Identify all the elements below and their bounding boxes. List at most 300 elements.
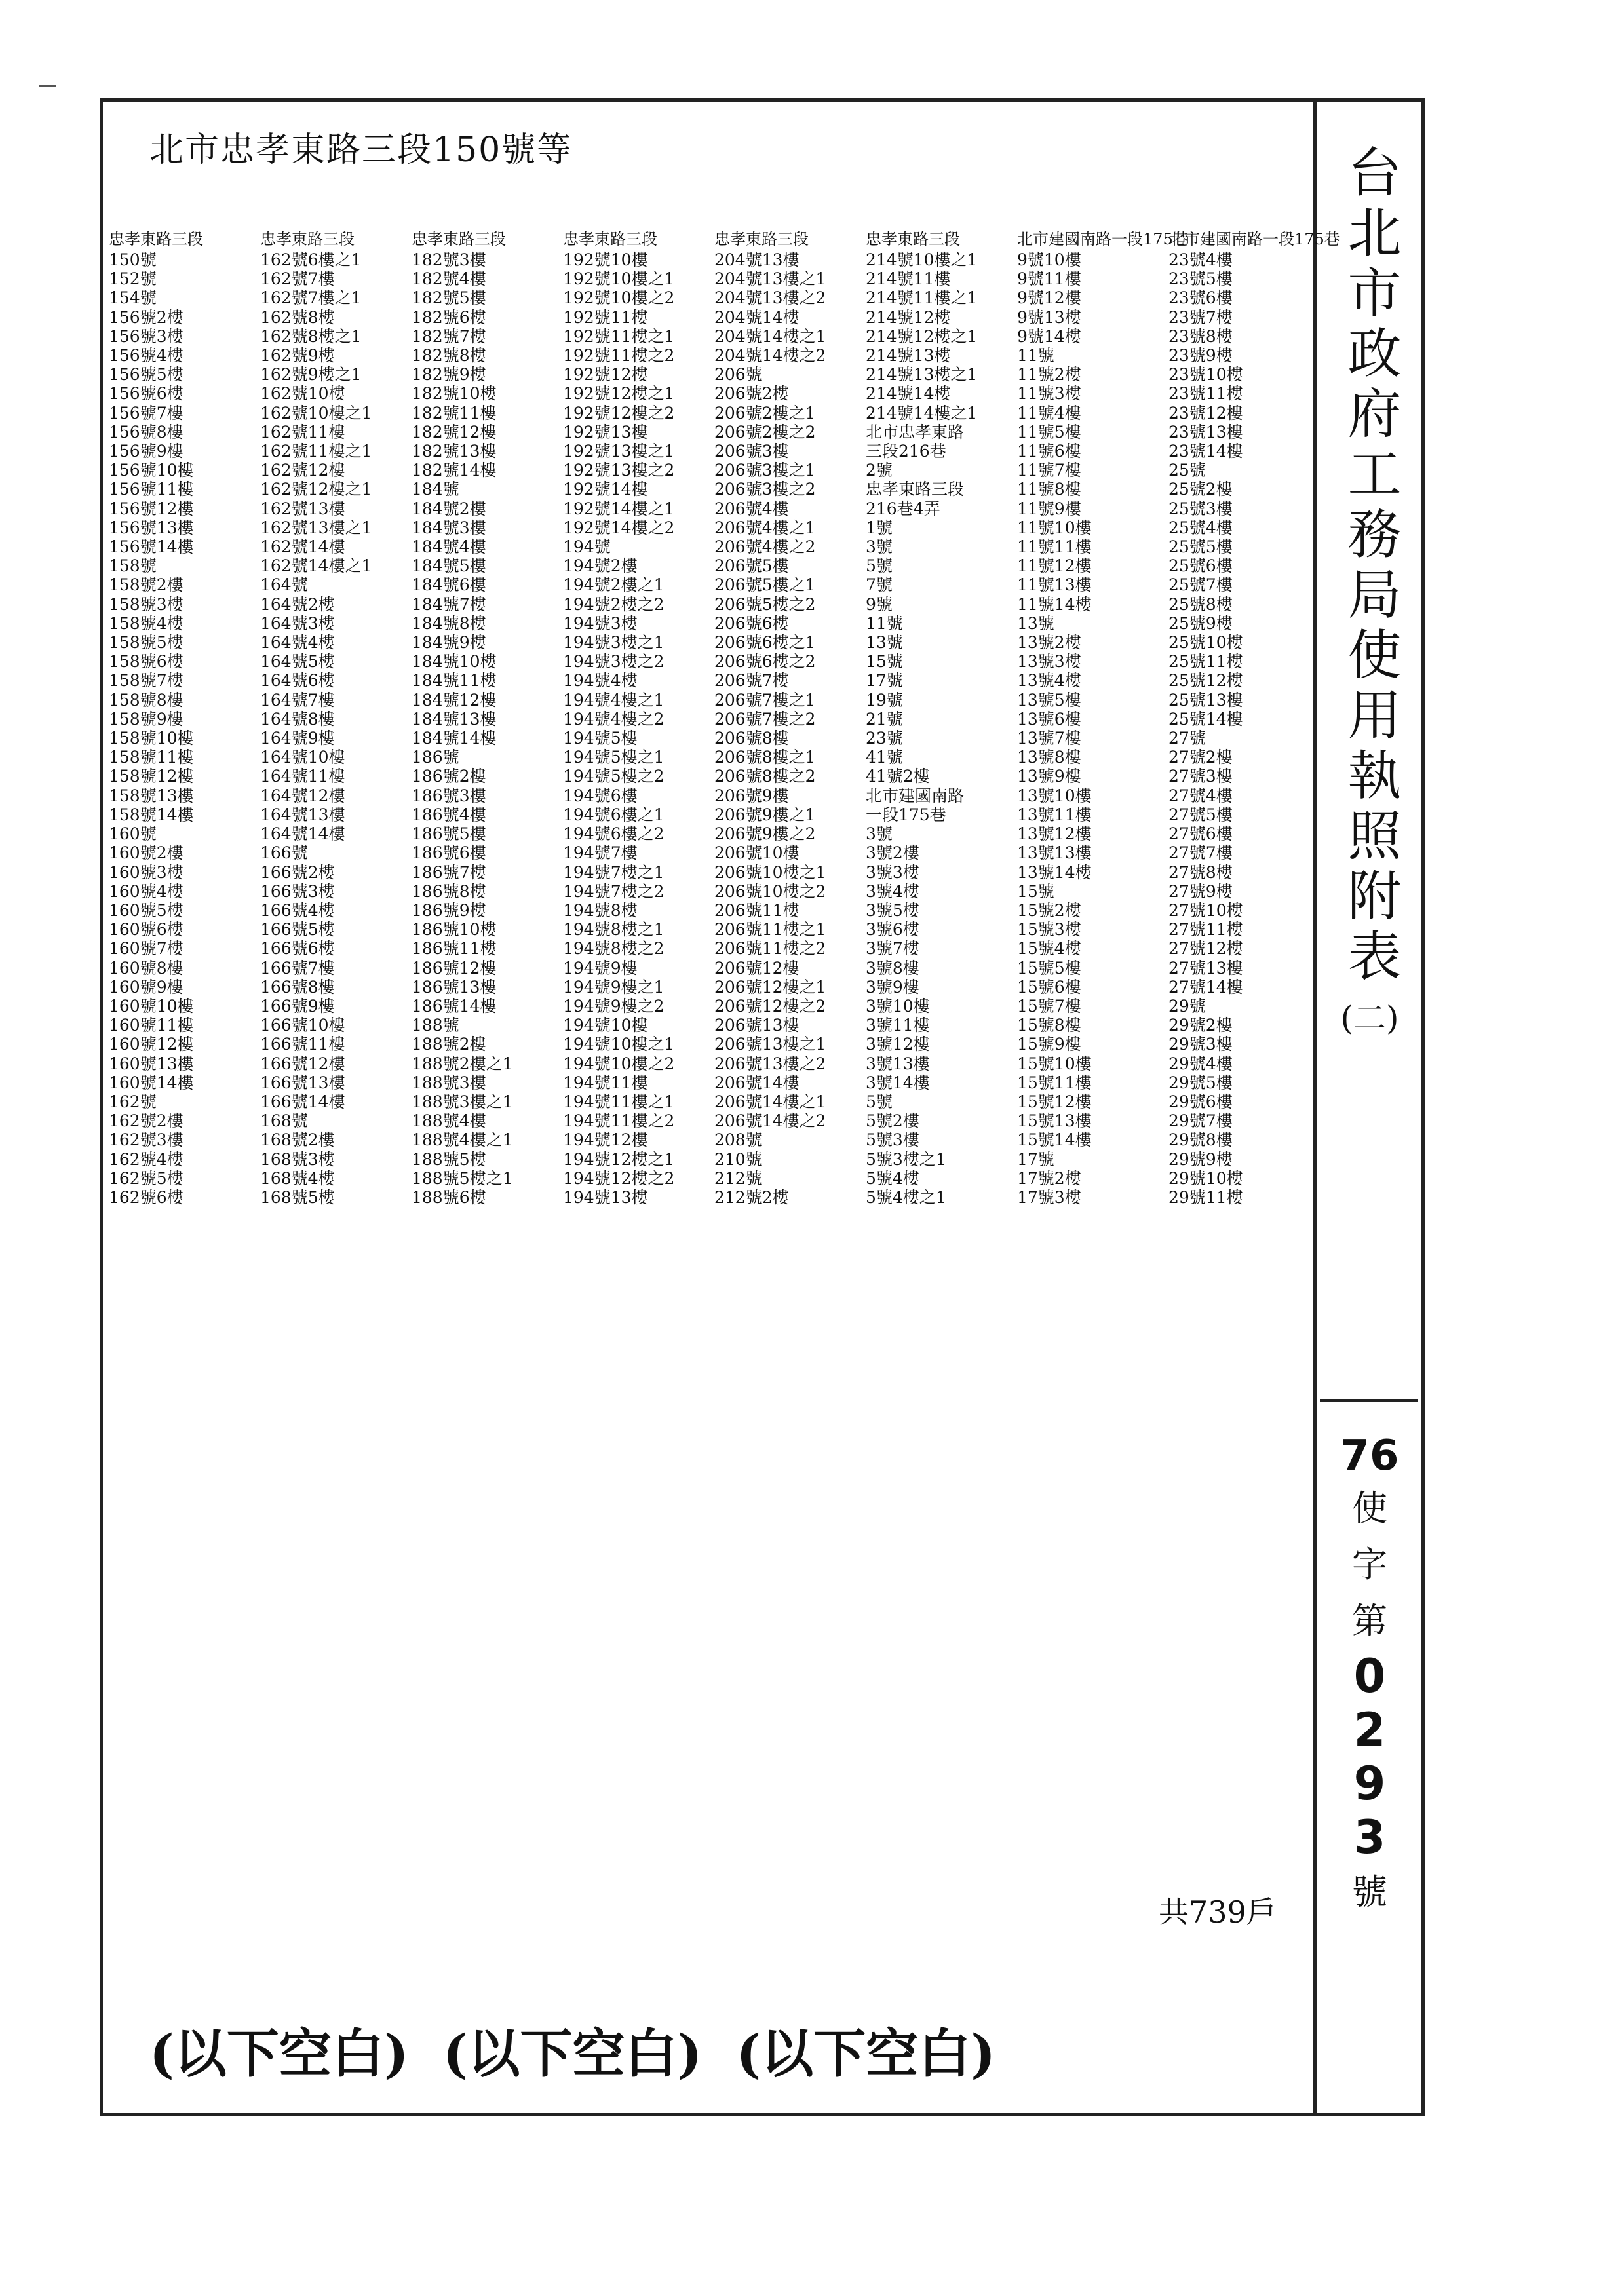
address-entry: 188號2樓之1 xyxy=(412,1054,513,1073)
address-entry: 23號10樓 xyxy=(1168,365,1243,385)
household-total: 共739戶 xyxy=(1159,1894,1277,1930)
address-entry: 192號12樓 xyxy=(563,365,648,385)
address-entry: 3號10樓 xyxy=(866,996,930,1016)
address-entry: 204號14樓之2 xyxy=(714,346,826,366)
address-entry: 13號8樓 xyxy=(1017,748,1081,767)
address-entry: 13號4樓 xyxy=(1017,671,1081,691)
address-entry: 3號 xyxy=(866,824,893,844)
address-entry: 194號4樓之1 xyxy=(563,690,665,710)
address-entry: 27號5樓 xyxy=(1168,805,1233,824)
address-entry: 166號3樓 xyxy=(260,881,335,901)
address-entry: 160號3樓 xyxy=(109,862,183,882)
address-entry: 186號13樓 xyxy=(412,977,497,997)
address-entry: 184號3樓 xyxy=(412,518,486,537)
address-entry: 3號5樓 xyxy=(866,900,919,920)
address-column xyxy=(563,231,714,1207)
address-entry: 23號7樓 xyxy=(1168,307,1233,327)
address-entry: 182號9樓 xyxy=(412,365,486,385)
address-entry: 206號2樓之1 xyxy=(714,403,816,423)
address-entry: 5號 xyxy=(866,556,893,576)
address-entry: 206號14樓之2 xyxy=(714,1111,826,1131)
address-entry: 27號14樓 xyxy=(1168,977,1243,997)
address-entry: 11號14樓 xyxy=(1017,594,1092,614)
address-entry: 162號 xyxy=(109,1092,157,1111)
address-entry: 182號8樓 xyxy=(412,346,486,366)
address-entry: 166號7樓 xyxy=(260,958,335,978)
address-entry: 11號13樓 xyxy=(1017,575,1092,595)
address-entry: 9號12樓 xyxy=(1017,288,1081,308)
address-entry: 忠孝東路三段 xyxy=(866,480,965,499)
address-entry: 158號5樓 xyxy=(109,633,183,653)
address-entry: 23號14樓 xyxy=(1168,442,1243,461)
address-entry: 25號5樓 xyxy=(1168,537,1233,557)
address-entry: 186號14樓 xyxy=(412,996,497,1016)
address-entry: 212號 xyxy=(714,1168,762,1188)
address-entry: 2號 xyxy=(866,461,893,480)
address-entry: 206號11樓 xyxy=(714,900,800,920)
address-entry: 194號11樓 xyxy=(563,1073,648,1092)
address-entry: 156號13樓 xyxy=(109,518,194,537)
address-entry: 11號2樓 xyxy=(1017,365,1081,385)
address-entry: 192號13樓之1 xyxy=(563,442,675,461)
address-entry: 206號5樓之2 xyxy=(714,594,816,614)
address-column xyxy=(714,231,866,1207)
blank-note: (以下空白) xyxy=(442,2023,703,2084)
address-entry: 206號6樓之1 xyxy=(714,633,816,653)
address-entry: 11號11樓 xyxy=(1017,537,1092,557)
address-entry: 164號12樓 xyxy=(260,786,345,805)
address-entry: 5號 xyxy=(866,1092,893,1111)
address-entry: 194號5樓之2 xyxy=(563,767,665,786)
address-entry: 186號4樓 xyxy=(412,805,486,824)
address-entry: 160號7樓 xyxy=(109,939,183,959)
address-entry: 15號5樓 xyxy=(1017,958,1081,978)
address-entry: 154號 xyxy=(109,288,157,308)
address-entry: 194號6樓之1 xyxy=(563,805,665,824)
address-entry: 162號6樓之1 xyxy=(260,250,362,269)
address-entry: 168號5樓 xyxy=(260,1187,335,1207)
address-entry: 160號 xyxy=(109,824,157,844)
address-entry: 41號 xyxy=(866,748,903,767)
address-entry: 206號13樓 xyxy=(714,1016,800,1035)
address-entry: 164號3樓 xyxy=(260,613,335,633)
address-entry: 162號6樓 xyxy=(109,1187,183,1207)
address-entry: 206號8樓之2 xyxy=(714,767,816,786)
address-entry: 214號13樓 xyxy=(866,346,951,366)
address-entry: 11號3樓 xyxy=(1017,384,1081,404)
address-entry: 206號10樓 xyxy=(714,843,800,863)
address-entry: 188號4樓之1 xyxy=(412,1130,513,1150)
address-entry: 184號7樓 xyxy=(412,594,486,614)
address-entry: 15號3樓 xyxy=(1017,920,1081,940)
address-entry: 158號6樓 xyxy=(109,652,183,672)
address-entry: 13號 xyxy=(1017,613,1054,633)
address-entry: 186號3樓 xyxy=(412,786,486,805)
address-entry: 15號9樓 xyxy=(1017,1035,1081,1054)
permit-digit-2: 2 xyxy=(1353,1703,1386,1757)
address-entry: 三段216巷 xyxy=(866,442,946,461)
address-entry: 188號5樓之1 xyxy=(412,1168,513,1188)
address-entry: 192號14樓 xyxy=(563,480,648,499)
blank-note: (以下空白) xyxy=(736,2023,996,2084)
address-entry: 186號9樓 xyxy=(412,900,486,920)
address-entry: 25號8樓 xyxy=(1168,594,1233,614)
address-entry: 162號12樓 xyxy=(260,461,345,480)
address-entry: 13號5樓 xyxy=(1017,690,1081,710)
address-entry: 9號10樓 xyxy=(1017,250,1081,269)
permit-number xyxy=(1330,1432,1409,1921)
address-entry: 182號4樓 xyxy=(412,269,486,289)
address-entry: 3號12樓 xyxy=(866,1035,930,1054)
title-subtitle: (二) xyxy=(1340,999,1399,1037)
address-column xyxy=(1168,230,1340,1207)
address-entry: 184號5樓 xyxy=(412,556,486,576)
address-entry: 206號4樓之2 xyxy=(714,537,816,557)
address-entry: 160號5樓 xyxy=(109,900,183,920)
address-entry: 192號10樓之2 xyxy=(563,288,675,308)
address-column xyxy=(260,231,412,1207)
column-header: 忠孝東路三段 xyxy=(866,230,960,248)
address-entry: 194號13樓 xyxy=(563,1187,648,1207)
address-entry: 192號13樓 xyxy=(563,422,648,442)
address-entry: 25號9樓 xyxy=(1168,613,1233,633)
address-entry: 206號6樓 xyxy=(714,613,789,633)
address-entry: 3號8樓 xyxy=(866,958,919,978)
address-entry: 23號5樓 xyxy=(1168,269,1233,289)
address-entry: 156號7樓 xyxy=(109,403,183,423)
address-entry: 192號10樓 xyxy=(563,250,648,269)
address-entry: 184號 xyxy=(412,480,459,499)
address-entry: 194號6樓之2 xyxy=(563,824,665,844)
address-entry: 162號13樓 xyxy=(260,499,345,518)
address-entry: 164號13樓 xyxy=(260,805,345,824)
address-entry: 3號6樓 xyxy=(866,920,919,940)
address-entry: 160號12樓 xyxy=(109,1035,194,1054)
address-entry: 206號8樓 xyxy=(714,729,789,748)
address-entry: 15號7樓 xyxy=(1017,996,1081,1016)
address-entry: 164號2樓 xyxy=(260,594,335,614)
address-entry: 156號10樓 xyxy=(109,461,194,480)
address-entry: 206號7樓 xyxy=(714,671,789,691)
address-entry: 150號 xyxy=(109,250,157,269)
address-entry: 158號12樓 xyxy=(109,767,194,786)
column-header: 北市建國南路一段175巷 xyxy=(1017,230,1189,248)
address-entry: 158號8樓 xyxy=(109,690,183,710)
address-entry: 206號5樓 xyxy=(714,556,789,576)
address-entry: 北市忠孝東路 xyxy=(866,422,965,442)
address-entry: 27號 xyxy=(1168,729,1206,748)
permit-suffix: 號 xyxy=(1352,1871,1387,1913)
address-entry: 186號10樓 xyxy=(412,920,497,940)
permit-digit-3: 9 xyxy=(1353,1757,1386,1810)
address-entry: 15號13樓 xyxy=(1017,1111,1092,1131)
column-header: 忠孝東路三段 xyxy=(260,230,355,248)
address-entry: 206號9樓 xyxy=(714,786,789,805)
address-entry: 17號 xyxy=(866,671,903,691)
address-entry: 162號9樓之1 xyxy=(260,365,362,385)
address-entry: 192號11樓之2 xyxy=(563,346,675,366)
address-entry: 206號14樓 xyxy=(714,1073,800,1092)
address-entry: 206號11樓之2 xyxy=(714,939,826,959)
address-entry: 3號14樓 xyxy=(866,1073,930,1092)
address-entry: 168號3樓 xyxy=(260,1149,335,1169)
address-entry: 156號6樓 xyxy=(109,384,183,404)
address-entry: 184號9樓 xyxy=(412,633,486,653)
address-entry: 156號5樓 xyxy=(109,365,183,385)
address-entry: 23號8樓 xyxy=(1168,326,1233,346)
address-entry: 194號5樓之1 xyxy=(563,748,665,767)
address-entry: 168號 xyxy=(260,1111,308,1131)
address-entry: 11號9樓 xyxy=(1017,499,1081,518)
address-entry: 15號2樓 xyxy=(1017,900,1081,920)
address-entry: 162號10樓之1 xyxy=(260,403,372,423)
address-entry: 194號3樓之2 xyxy=(563,652,665,672)
address-entry: 188號3樓之1 xyxy=(412,1092,513,1111)
address-entry: 194號2樓 xyxy=(563,556,638,576)
address-entry: 11號6樓 xyxy=(1017,442,1081,461)
address-entry: 206號8樓之1 xyxy=(714,748,816,767)
address-entry: 194號12樓 xyxy=(563,1130,648,1150)
address-entry: 11號5樓 xyxy=(1017,422,1081,442)
address-entry: 9號 xyxy=(866,594,893,614)
address-entry: 9號11樓 xyxy=(1017,269,1081,289)
address-entry: 162號5樓 xyxy=(109,1168,183,1188)
address-column xyxy=(866,231,1017,1207)
document-title xyxy=(1330,144,1409,1039)
address-entry: 186號7樓 xyxy=(412,862,486,882)
address-entry: 5號2樓 xyxy=(866,1111,919,1131)
address-entry: 206號4樓之1 xyxy=(714,518,816,537)
address-entry: 164號11樓 xyxy=(260,767,345,786)
address-entry: 166號14樓 xyxy=(260,1092,345,1111)
address-entry: 188號4樓 xyxy=(412,1111,486,1131)
address-entry: 15號12樓 xyxy=(1017,1092,1092,1111)
address-entry: 11號8樓 xyxy=(1017,480,1081,499)
address-entry: 164號6樓 xyxy=(260,671,335,691)
address-entry: 160號11樓 xyxy=(109,1016,194,1035)
address-entry: 214號11樓 xyxy=(866,269,951,289)
address-entry: 206號12樓之2 xyxy=(714,996,826,1016)
permit-digit-1: 0 xyxy=(1353,1649,1386,1703)
address-entry: 204號14樓 xyxy=(714,307,800,327)
address-entry: 29號9樓 xyxy=(1168,1149,1233,1169)
address-entry: 北市建國南路 xyxy=(866,786,965,805)
address-entry: 27號10樓 xyxy=(1168,900,1243,920)
address-entry: 164號 xyxy=(260,575,308,595)
address-entry: 192號12樓之2 xyxy=(563,403,675,423)
address-entry: 158號10樓 xyxy=(109,729,194,748)
address-entry: 204號13樓之1 xyxy=(714,269,826,289)
address-entry: 194號6樓 xyxy=(563,786,638,805)
address-entry: 166號 xyxy=(260,843,308,863)
address-entry: 23號9樓 xyxy=(1168,346,1233,366)
address-entry: 162號7樓之1 xyxy=(260,288,362,308)
address-table xyxy=(109,230,1340,1207)
address-entry: 25號7樓 xyxy=(1168,575,1233,595)
address-entry: 164號5樓 xyxy=(260,652,335,672)
address-entry: 29號10樓 xyxy=(1168,1168,1243,1188)
address-entry: 11號4樓 xyxy=(1017,403,1081,423)
address-entry: 158號4樓 xyxy=(109,613,183,633)
address-entry: 194號12樓之2 xyxy=(563,1168,675,1188)
address-entry: 192號13樓之2 xyxy=(563,461,675,480)
address-entry: 162號8樓之1 xyxy=(260,326,362,346)
address-entry: 156號8樓 xyxy=(109,422,183,442)
blank-notes xyxy=(149,2012,995,2087)
address-entry: 158號 xyxy=(109,556,157,576)
address-entry: 21號 xyxy=(866,709,903,729)
address-entry: 164號4樓 xyxy=(260,633,335,653)
address-entry: 152號 xyxy=(109,269,157,289)
address-entry: 184號12樓 xyxy=(412,690,497,710)
address-entry: 206號2樓之2 xyxy=(714,422,816,442)
address-entry: 23號13樓 xyxy=(1168,422,1243,442)
address-entry: 29號11樓 xyxy=(1168,1187,1243,1207)
address-entry: 192號11樓之1 xyxy=(563,326,675,346)
address-entry: 158號3樓 xyxy=(109,594,183,614)
address-entry: 156號14樓 xyxy=(109,537,194,557)
address-entry: 162號11樓之1 xyxy=(260,442,372,461)
address-entry: 158號2樓 xyxy=(109,575,183,595)
address-entry: 3號 xyxy=(866,537,893,557)
address-entry: 160號2樓 xyxy=(109,843,183,863)
address-entry: 206號10樓之2 xyxy=(714,881,826,901)
address-entry: 27號9樓 xyxy=(1168,881,1233,901)
address-entry: 194號9樓之2 xyxy=(563,996,665,1016)
address-entry: 13號14樓 xyxy=(1017,862,1092,882)
address-entry: 194號2樓之2 xyxy=(563,594,665,614)
address-entry: 182號3樓 xyxy=(412,250,486,269)
blank-note: (以下空白) xyxy=(149,2023,409,2084)
address-entry: 9號13樓 xyxy=(1017,307,1081,327)
address-entry: 164號9樓 xyxy=(260,729,335,748)
address-entry: 186號11樓 xyxy=(412,939,497,959)
address-title: 北市忠孝東路三段150號等 xyxy=(149,130,573,170)
address-entry: 194號7樓之2 xyxy=(563,881,665,901)
address-entry: 15號8樓 xyxy=(1017,1016,1081,1035)
address-entry: 194號2樓之1 xyxy=(563,575,665,595)
address-entry: 188號5樓 xyxy=(412,1149,486,1169)
address-entry: 166號8樓 xyxy=(260,977,335,997)
address-entry: 188號3樓 xyxy=(412,1073,486,1092)
address-entry: 162號4樓 xyxy=(109,1149,183,1169)
address-entry: 3號4樓 xyxy=(866,881,919,901)
column-header: 忠孝東路三段 xyxy=(109,230,203,248)
address-entry: 166號12樓 xyxy=(260,1054,345,1073)
address-entry: 27號13樓 xyxy=(1168,958,1243,978)
address-entry: 206號4樓 xyxy=(714,499,789,518)
address-entry: 184號11樓 xyxy=(412,671,497,691)
address-entry: 15號4樓 xyxy=(1017,939,1081,959)
address-entry: 17號3樓 xyxy=(1017,1187,1081,1207)
address-entry: 192號11樓 xyxy=(563,307,648,327)
address-entry: 206號6樓之2 xyxy=(714,652,816,672)
address-entry: 184號2樓 xyxy=(412,499,486,518)
address-entry: 23號 xyxy=(866,729,903,748)
address-entry: 212號2樓 xyxy=(714,1187,789,1207)
address-entry: 162號13樓之1 xyxy=(260,518,372,537)
address-entry: 29號6樓 xyxy=(1168,1092,1233,1111)
permit-char-3: 第 xyxy=(1352,1600,1387,1641)
address-entry: 11號7樓 xyxy=(1017,461,1081,480)
address-entry: 214號14樓之1 xyxy=(866,403,978,423)
address-entry: 27號12樓 xyxy=(1168,939,1243,959)
address-entry: 158號13樓 xyxy=(109,786,194,805)
address-entry: 162號14樓 xyxy=(260,537,345,557)
address-entry: 29號 xyxy=(1168,996,1206,1016)
address-entry: 11號12樓 xyxy=(1017,556,1092,576)
address-entry: 164號8樓 xyxy=(260,709,335,729)
address-entry: 156號11樓 xyxy=(109,480,194,499)
address-entry: 156號3樓 xyxy=(109,326,183,346)
address-entry: 13號2樓 xyxy=(1017,633,1081,653)
address-entry: 29號4樓 xyxy=(1168,1054,1233,1073)
address-entry: 184號6樓 xyxy=(412,575,486,595)
address-entry: 206號12樓 xyxy=(714,958,800,978)
address-entry: 162號14樓之1 xyxy=(260,556,372,576)
address-entry: 29號3樓 xyxy=(1168,1035,1233,1054)
address-entry: 23號11樓 xyxy=(1168,384,1243,404)
permit-char-2: 字 xyxy=(1352,1544,1387,1585)
address-entry: 25號4樓 xyxy=(1168,518,1233,537)
address-entry: 194號7樓 xyxy=(563,843,638,863)
address-entry: 25號 xyxy=(1168,461,1206,480)
address-entry: 206號12樓之1 xyxy=(714,977,826,997)
address-entry: 164號7樓 xyxy=(260,690,335,710)
address-entry: 194號3樓之1 xyxy=(563,633,665,653)
address-entry: 9號14樓 xyxy=(1017,326,1081,346)
address-entry: 23號4樓 xyxy=(1168,250,1233,269)
address-entry: 160號13樓 xyxy=(109,1054,194,1073)
address-entry: 192號12樓之1 xyxy=(563,384,675,404)
address-entry: 194號4樓之2 xyxy=(563,709,665,729)
address-entry: 25號6樓 xyxy=(1168,556,1233,576)
address-entry: 13號7樓 xyxy=(1017,729,1081,748)
address-column xyxy=(109,231,260,1207)
address-entry: 186號2樓 xyxy=(412,767,486,786)
address-entry: 29號8樓 xyxy=(1168,1130,1233,1150)
address-entry: 206號13樓之2 xyxy=(714,1054,826,1073)
address-entry: 214號14樓 xyxy=(866,384,951,404)
address-entry: 192號14樓之1 xyxy=(563,499,675,518)
address-entry: 15號11樓 xyxy=(1017,1073,1092,1092)
column-header: 忠孝東路三段 xyxy=(412,230,506,248)
address-entry: 166號4樓 xyxy=(260,900,335,920)
address-entry: 194號10樓 xyxy=(563,1016,648,1035)
address-entry: 166號10樓 xyxy=(260,1016,345,1035)
address-entry: 160號8樓 xyxy=(109,958,183,978)
address-entry: 206號14樓之1 xyxy=(714,1092,826,1111)
address-entry: 156號12樓 xyxy=(109,499,194,518)
address-entry: 188號6樓 xyxy=(412,1187,486,1207)
corner-mark xyxy=(39,85,56,98)
address-entry: 158號7樓 xyxy=(109,671,183,691)
address-entry: 25號10樓 xyxy=(1168,633,1243,653)
address-entry: 194號3樓 xyxy=(563,613,638,633)
address-entry: 206號9樓之1 xyxy=(714,805,816,824)
address-entry: 206號3樓之2 xyxy=(714,480,816,499)
address-entry: 216巷4弄 xyxy=(866,499,940,518)
address-entry: 214號12樓之1 xyxy=(866,326,978,346)
address-entry: 15號 xyxy=(866,652,903,672)
address-entry: 206號13樓之1 xyxy=(714,1035,826,1054)
address-entry: 214號11樓之1 xyxy=(866,288,978,308)
address-column xyxy=(412,231,563,1207)
address-entry: 194號4樓 xyxy=(563,671,638,691)
column-header: 忠孝東路三段 xyxy=(563,230,657,248)
address-entry: 194號9樓 xyxy=(563,958,638,978)
address-entry: 194號10樓之2 xyxy=(563,1054,675,1073)
